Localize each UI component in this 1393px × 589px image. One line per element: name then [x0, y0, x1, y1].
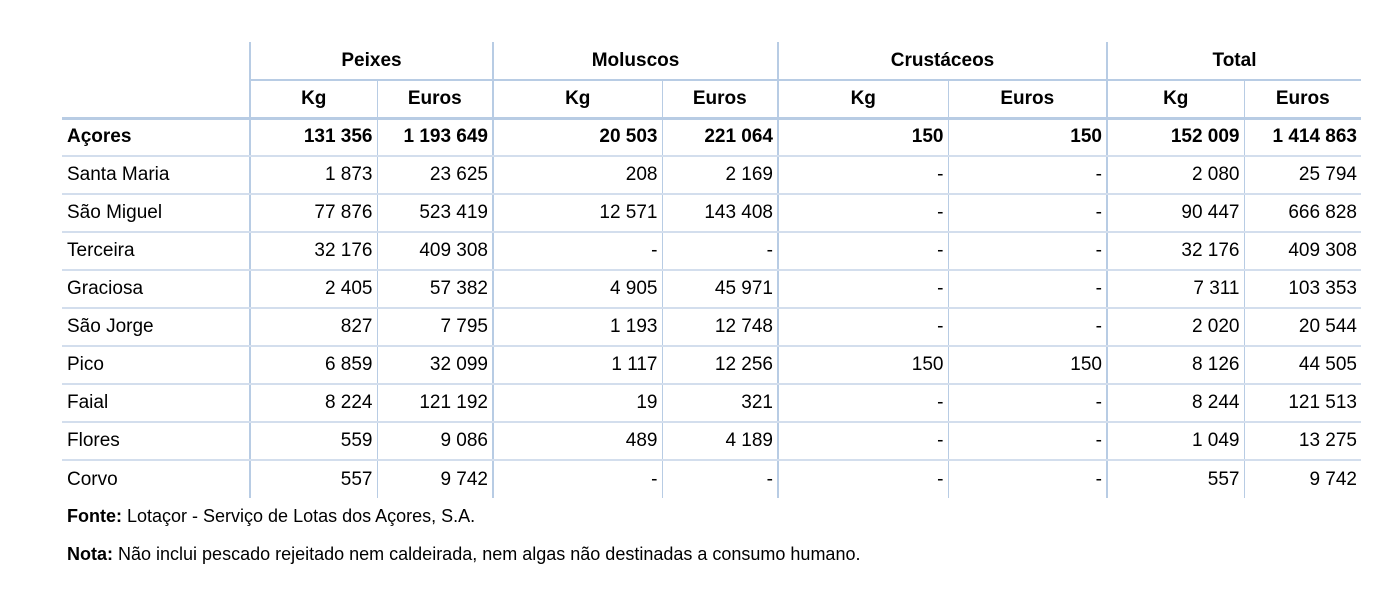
- cell-value: -: [662, 232, 778, 270]
- table-row: [62, 232, 1361, 270]
- cell-value: 559: [250, 422, 377, 460]
- cell-value: 6 859: [250, 346, 377, 384]
- group-header-crustaceos: Crustáceos: [778, 42, 1107, 80]
- table-row: [62, 346, 1361, 384]
- table-row: [62, 308, 1361, 346]
- cell-value: 2 080: [1107, 156, 1244, 194]
- cell-value: 143 408: [662, 194, 778, 232]
- cell-value: 23 625: [377, 156, 493, 194]
- cell-value: -: [948, 308, 1107, 346]
- group-header-peixes: Peixes: [250, 42, 493, 80]
- cell-value: -: [778, 422, 948, 460]
- corner-cell: [62, 42, 250, 80]
- row-name: Flores: [62, 422, 250, 460]
- cell-value: -: [778, 308, 948, 346]
- source-text: Lotaçor - Serviço de Lotas dos Açores, S.A.: [121, 506, 476, 526]
- cell-value: -: [778, 270, 948, 308]
- cell-value: 4 905: [493, 270, 662, 308]
- cell-value: 13 275: [1244, 422, 1361, 460]
- cell-value: -: [948, 270, 1107, 308]
- cell-value: 1 414 863: [1244, 118, 1361, 156]
- cell-value: 666 828: [1244, 194, 1361, 232]
- subheader-kg: Kg: [493, 80, 662, 118]
- cell-value: 557: [250, 460, 377, 498]
- source-label: Fonte:: [67, 506, 122, 526]
- cell-value: 7 795: [377, 308, 493, 346]
- cell-value: 9 086: [377, 422, 493, 460]
- cell-value: -: [493, 460, 662, 498]
- row-name: Terceira: [62, 232, 250, 270]
- cell-value: 9 742: [1244, 460, 1361, 498]
- cell-value: -: [948, 156, 1107, 194]
- cell-value: 20 544: [1244, 308, 1361, 346]
- cell-value: 20 503: [493, 118, 662, 156]
- cell-value: 32 176: [1107, 232, 1244, 270]
- cell-value: 557: [1107, 460, 1244, 498]
- cell-value: 221 064: [662, 118, 778, 156]
- table-body: [62, 118, 1361, 498]
- table-row: [62, 384, 1361, 422]
- row-name: Graciosa: [62, 270, 250, 308]
- group-header-row: [62, 42, 1361, 80]
- footnote: [67, 544, 860, 565]
- cell-value: -: [662, 460, 778, 498]
- cell-value: 1 873: [250, 156, 377, 194]
- subheader-euros: Euros: [1244, 80, 1361, 118]
- cell-value: 77 876: [250, 194, 377, 232]
- cell-value: 2 020: [1107, 308, 1244, 346]
- subheader-row: [62, 80, 1361, 118]
- cell-value: 7 311: [1107, 270, 1244, 308]
- cell-value: 2 405: [250, 270, 377, 308]
- cell-value: 9 742: [377, 460, 493, 498]
- note-label: Nota:: [67, 544, 113, 564]
- cell-value: -: [778, 460, 948, 498]
- row-name: São Miguel: [62, 194, 250, 232]
- subheader-euros: Euros: [377, 80, 493, 118]
- cell-value: -: [948, 422, 1107, 460]
- cell-value: 8 244: [1107, 384, 1244, 422]
- cell-value: -: [948, 384, 1107, 422]
- cell-value: 489: [493, 422, 662, 460]
- cell-value: 523 419: [377, 194, 493, 232]
- source-note: [67, 506, 475, 527]
- cell-value: 4 189: [662, 422, 778, 460]
- fish-landings-table: [62, 42, 1361, 498]
- subheader-kg: Kg: [250, 80, 377, 118]
- cell-value: 208: [493, 156, 662, 194]
- cell-value: 2 169: [662, 156, 778, 194]
- cell-value: 121 192: [377, 384, 493, 422]
- cell-value: 121 513: [1244, 384, 1361, 422]
- row-name: Faial: [62, 384, 250, 422]
- cell-value: -: [778, 384, 948, 422]
- cell-value: -: [948, 232, 1107, 270]
- table-row: [62, 460, 1361, 498]
- cell-value: 19: [493, 384, 662, 422]
- row-name: São Jorge: [62, 308, 250, 346]
- cell-value: 1 193: [493, 308, 662, 346]
- cell-value: 1 193 649: [377, 118, 493, 156]
- cell-value: 409 308: [1244, 232, 1361, 270]
- cell-value: 827: [250, 308, 377, 346]
- row-name: Corvo: [67, 468, 118, 490]
- corner-cell-sub: [62, 80, 250, 118]
- cell-value: 12 256: [662, 346, 778, 384]
- row-name: Pico: [62, 346, 250, 384]
- table-row: [62, 422, 1361, 460]
- cell-value: -: [493, 232, 662, 270]
- group-header-total: Total: [1107, 42, 1361, 80]
- cell-value: 90 447: [1107, 194, 1244, 232]
- table-row: [62, 194, 1361, 232]
- subheader-kg: Kg: [1107, 80, 1244, 118]
- subheader-euros: Euros: [948, 80, 1107, 118]
- cell-value: 1 117: [493, 346, 662, 384]
- cell-value: -: [778, 156, 948, 194]
- cell-value: -: [778, 232, 948, 270]
- cell-value: 131 356: [250, 118, 377, 156]
- cell-value: -: [948, 194, 1107, 232]
- cell-value: 25 794: [1244, 156, 1361, 194]
- cell-value: -: [948, 460, 1107, 498]
- cell-value: -: [778, 194, 948, 232]
- table-row: [62, 156, 1361, 194]
- cell-value: 150: [778, 118, 948, 156]
- cell-value: 8 126: [1107, 346, 1244, 384]
- subheader-euros: Euros: [662, 80, 778, 118]
- cell-value: 12 571: [493, 194, 662, 232]
- cell-value: 8 224: [250, 384, 377, 422]
- cell-value: 150: [948, 118, 1107, 156]
- cell-value: 150: [778, 346, 948, 384]
- table-row: [62, 270, 1361, 308]
- cell-value: 12 748: [662, 308, 778, 346]
- cell-value: 152 009: [1107, 118, 1244, 156]
- cell-value: 45 971: [662, 270, 778, 308]
- cell-value: 409 308: [377, 232, 493, 270]
- table-row-total: [62, 118, 1361, 156]
- cell-value: 32 176: [250, 232, 377, 270]
- cell-value: 44 505: [1244, 346, 1361, 384]
- note-text: Não inclui pescado rejeitado nem caldeirada, nem algas não destinadas a consumo humano.: [113, 544, 861, 564]
- row-name: Santa Maria: [62, 156, 250, 194]
- group-header-moluscos: Moluscos: [493, 42, 778, 80]
- cell-value: 103 353: [1244, 270, 1361, 308]
- cell-value: 1 049: [1107, 422, 1244, 460]
- cell-value: 32 099: [377, 346, 493, 384]
- row-name: Açores: [62, 118, 250, 156]
- cell-value: 57 382: [377, 270, 493, 308]
- data-table-container: [62, 42, 1361, 498]
- cell-value: 150: [948, 346, 1107, 384]
- cell-value: 321: [662, 384, 778, 422]
- subheader-kg: Kg: [778, 80, 948, 118]
